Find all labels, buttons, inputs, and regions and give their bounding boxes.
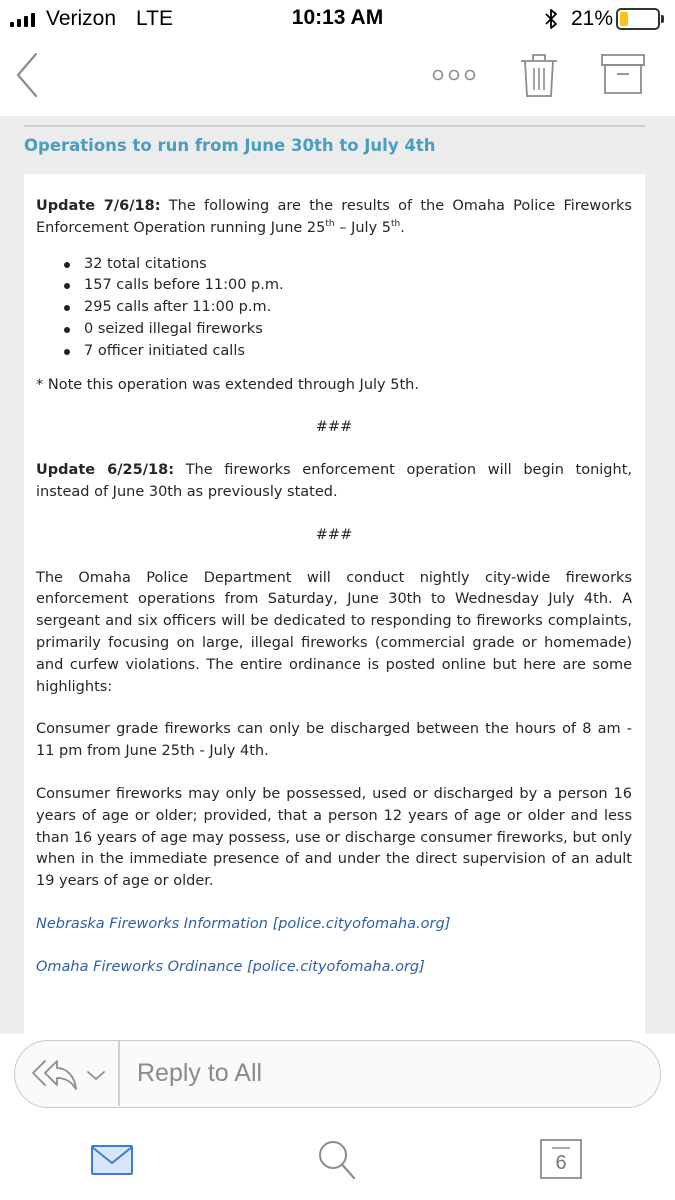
list-item: 295 calls after 11:00 p.m.: [36, 297, 632, 319]
results-list: [36, 254, 632, 363]
battery-level-fill: [620, 12, 628, 26]
calendar-tab[interactable]: [539, 1138, 583, 1180]
section-separator: ###: [315, 419, 353, 436]
update-6-25-paragraph: Update 6/25/18: The fireworks enforcement operation will begin tonight, instead of June 30th as previously stated.: [36, 462, 632, 500]
nebraska-fireworks-link[interactable]: Nebraska Fireworks Information [police.cityofomaha.org]: [36, 915, 451, 932]
omaha-ordinance-link[interactable]: Omaha Fireworks Ordinance [police.cityofomaha.org]: [36, 958, 425, 975]
age-paragraph: Consumer fireworks may only be possessed, used or discharged by a person 16 years of age or older; provided, that a person 12 years of age or older and less than 16 years of age may possess, use or discharge consumer fireworks, but only when in the immediate presence of and under the direct supervision of an adult 19 years of age or older.: [36, 785, 632, 890]
message-body: [36, 196, 632, 979]
message-container: [0, 116, 675, 1034]
archive-icon[interactable]: [600, 52, 646, 96]
status-time: 10:13 AM: [291, 6, 384, 29]
update-7-6-label: Update 7/6/18:: [36, 198, 161, 214]
reply-bar[interactable]: [14, 1040, 661, 1108]
message-subject: Operations to run from June 30th to July 4th: [24, 136, 436, 155]
update-6-25-label: Update 6/25/18:: [36, 462, 175, 479]
list-item: 0 seized illegal fireworks: [36, 319, 632, 341]
bluetooth-icon: [543, 8, 559, 30]
calendar-day-number: 6: [555, 1152, 567, 1174]
trash-icon[interactable]: [518, 50, 560, 100]
battery-percent: 21%: [571, 7, 614, 30]
extension-note: * Note this operation was extended through July 5th.: [36, 376, 419, 393]
tab-bar: [0, 1120, 675, 1200]
chevron-down-icon[interactable]: [85, 1069, 107, 1083]
search-icon[interactable]: [316, 1138, 358, 1182]
message-toolbar: [0, 38, 675, 116]
hours-paragraph: Consumer grade fireworks can only be discharged between the hours of 8 am - 11 pm from June 25th - July 4th.: [36, 721, 632, 760]
carrier-name: Verizon: [46, 7, 117, 30]
message-body-card: [24, 174, 645, 1034]
battery-icon: [616, 8, 660, 30]
list-item: 32 total citations: [36, 254, 632, 276]
back-chevron-icon[interactable]: [10, 50, 44, 100]
status-bar: [0, 0, 675, 38]
reply-divider: [118, 1041, 120, 1106]
update-7-6-paragraph: Update 7/6/18: The following are the results of the Omaha Police Fireworks Enforcement Operation running June 25th – July 5th.: [36, 198, 632, 236]
more-dots-icon[interactable]: [430, 64, 478, 86]
intro-paragraph: The Omaha Police Department will conduct nightly city-wide fireworks enforcement operations from Saturday, June 30th to Wednesday July 4th. A sergeant and six officers will be dedicated to responding to fireworks complaints, primarily focusing on large, illegal fireworks (commercial grade or homemade) and curfew violations. The entire ordinance is posted online but here are some highlights:: [36, 569, 632, 695]
network-type: LTE: [136, 7, 173, 30]
mail-icon[interactable]: [90, 1142, 134, 1178]
list-item: 7 officer initiated calls: [36, 341, 632, 363]
header-divider: [24, 125, 645, 127]
reply-all-icon[interactable]: [31, 1057, 81, 1093]
reply-to-all-button[interactable]: Reply to All: [137, 1059, 263, 1087]
section-separator: ###: [315, 526, 353, 543]
list-item: 157 calls before 11:00 p.m.: [36, 275, 632, 297]
